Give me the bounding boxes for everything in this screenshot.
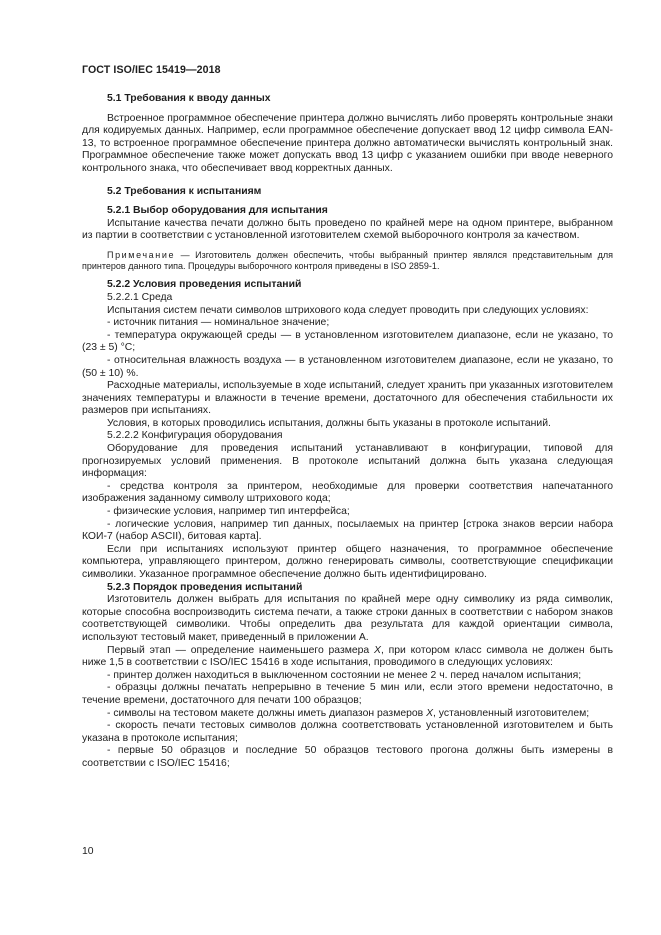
note-label: Примечание	[107, 249, 176, 260]
section-heading-5-1: 5.1 Требования к вводу данных	[107, 93, 271, 104]
section-heading-5-2-3: 5.2.3 Порядок проведения испытаний	[107, 581, 303, 593]
list-item: - логические условия, например тип данных, посылаемых на принтер [строка знаков версии набора КОИ-7 (набор ASCII), битовая карта].	[82, 518, 613, 543]
paragraph-5-2-1: Испытание качества печати должно быть проведено по крайней мере на одном принтере, выбранном из партии в соответствии с установленной изготовителем схемой выборочного контроля за качеством.	[82, 217, 613, 242]
section-heading-5-2-1: 5.2.1 Выбор оборудования для испытания	[107, 205, 328, 217]
list-item: - источник питания — номинальное значение;	[107, 317, 330, 329]
list-item: - физические условия, например тип интерфейса;	[107, 506, 350, 518]
paragraph-5-2-2-1-materials: Расходные материалы, используемые в ходе испытаний, следует хранить при указанных изготовителем значениях температуры и влажности в течение времени, достаточного для обеспечения стабильности их размеров при испытаниях.	[82, 380, 613, 417]
list-item: - образцы должны печатать непрерывно в течение 5 мин или, если этого времени недостаточно, в течение времени, достаточного для печати 100 образцов;	[82, 682, 613, 706]
list-item: - температура окружающей среды — в установленном изготовителем диапазоне, если не указано, то (23 ± 5) °С;	[82, 329, 613, 354]
subsection-heading-5-2-2-2: 5.2.2.2 Конфигурация оборудования	[107, 430, 283, 442]
subsection-heading-5-2-2-1: 5.2.2.1 Среда	[107, 291, 173, 303]
page-body	[82, 93, 613, 771]
note	[82, 250, 613, 272]
list-item: - символы на тестовом макете должны иметь диапазон размеров Х, установленный изготовителем;	[107, 707, 590, 719]
variable-x: Х	[374, 644, 381, 656]
list-item: - первые 50 образцов и последние 50 образцов тестового прогона должны быть измерены в соответствии с ISO/IEC 15416;	[82, 745, 613, 769]
paragraph-5-2-2-1-report: Условия, в которых проводились испытания, должны быть указаны в протоколе испытаний.	[107, 417, 551, 429]
section-heading-5-2: 5.2 Требования к испытаниям	[107, 185, 262, 197]
paragraph-5-2-3-selection: Изготовитель должен выбрать для испытания по крайней мере одну символику из ряда символик, которые способна воспроизводить система печати, а также строки данных в соответствии с набором знаков соответствующей символики. Чтобы определить два результата для каждой ориентации символа, используют тестовый макет, приведенный в приложении А.	[82, 594, 613, 643]
section-heading-5-2-2: 5.2.2 Условия проведения испытаний	[107, 279, 302, 291]
note-text: — Изготовитель должен обеспечить, чтобы выбранный принтер являлся представительным для принтеров данного типа. Процедуры выборочного контроля приведены в ISO 2859-1.	[82, 249, 613, 272]
variable-x: Х	[426, 707, 434, 719]
paragraph-5-1: Встроенное программное обеспечение принтера должно вычислять либо проверять контрольные знаки для кодируемых данных. Например, если программное обеспечение допускает ввод 12 цифр символа EAN-13, то встроенное программное обеспечение принтера должно автоматически вычислять контрольный знак. Программное обеспечение также может допускать ввод 13 цифр с указанием ошибки при вводе неверного контрольного знака, что обеспечивает ввод корректных данных.	[82, 112, 613, 174]
list-item: - средства контроля за принтером, необходимые для проверки соответствия напечатанного изображения заданному символу штрихового кода;	[82, 480, 613, 505]
running-header: ГОСТ ISO/IEC 15419—2018	[82, 64, 221, 76]
paragraph-5-2-2-2-general-printer: Если при испытаниях используют принтер общего назначения, то программное обеспечение компьютера, управляющего принтером, должно генерировать символы, соответствующие спецификации символики. Указанное программное обеспечение должно быть идентифицировано.	[82, 543, 613, 580]
list-item: - принтер должен находиться в выключенном состоянии не менее 2 ч. перед началом испытания;	[107, 669, 582, 681]
paragraph-5-2-2-1-intro: Испытания систем печати символов штрихового кода следует проводить при следующих условиях:	[107, 304, 589, 316]
paragraph-5-2-3-first-stage: Первый этап — определение наименьшего размера Х, при котором класс символа не должен быть ниже 1,5 в соответствии с ISO/IEC 15416 в ходе испытания, проводимого в следующих условиях:	[82, 644, 613, 669]
page-number: 10	[82, 846, 94, 857]
list-item: - относительная влажность воздуха — в установленном изготовителем диапазоне, если не указано, то (50 ± 10) %.	[82, 354, 613, 379]
list-item: - скорость печати тестовых символов должна соответствовать установленной изготовителем и быть указана в протоколе испытания;	[82, 720, 613, 744]
paragraph-5-2-2-2-intro: Оборудование для проведения испытаний устанавливают в конфигурации, типовой для прогнозируемых условий применения. В протоколе испытаний должна быть указана следующая информация:	[82, 443, 613, 480]
